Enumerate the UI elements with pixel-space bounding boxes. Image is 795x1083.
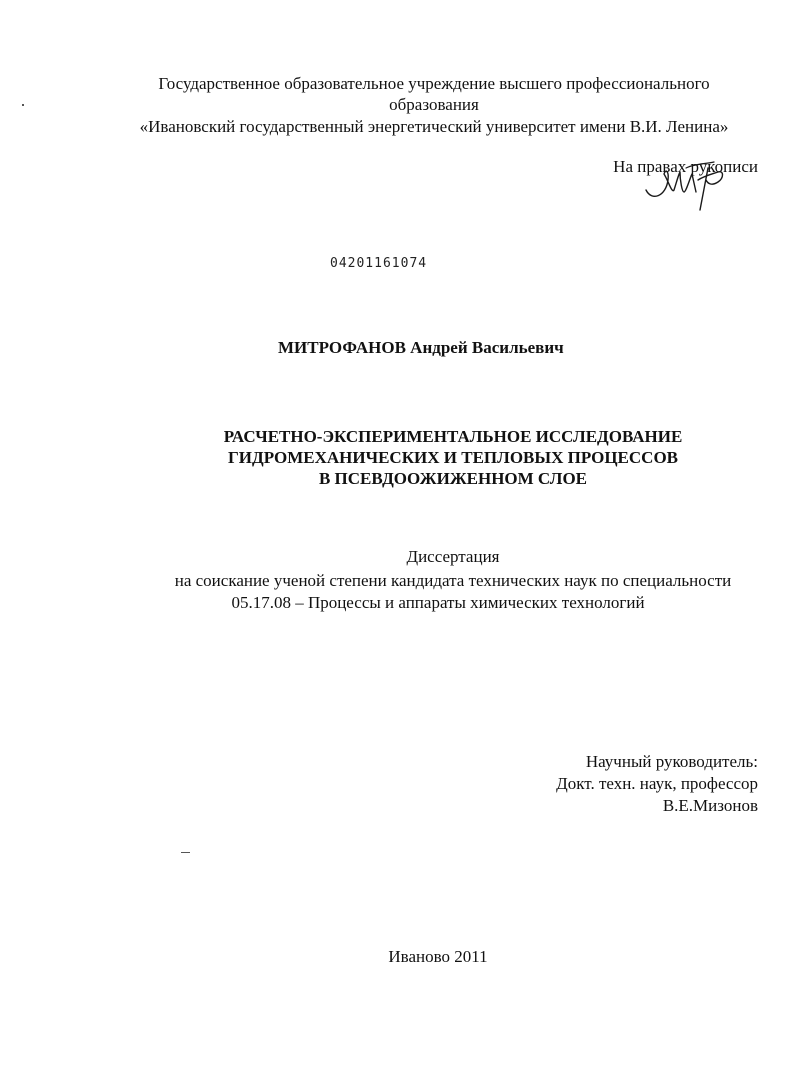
header-line-2: образования xyxy=(389,95,479,114)
degree-line-1: на соискание ученой степени кандидата технических наук по специальности xyxy=(174,571,732,590)
author-signature xyxy=(638,150,730,212)
degree-line-2: 05.17.08 – Процессы и аппараты химических технологий xyxy=(231,593,645,612)
header-line-3: «Ивановский государственный энергетический университет имени В.И. Ленина» xyxy=(139,117,729,136)
dissertation-label: Диссертация xyxy=(406,547,500,566)
title-line-3: В ПСЕВДООЖИЖЕННОМ СЛОЕ xyxy=(318,469,588,488)
title-line-1: РАСЧЕТНО-ЭКСПЕРИМЕНТАЛЬНОЕ ИССЛЕДОВАНИЕ xyxy=(223,427,683,446)
supervisor-name: В.Е.Мизонов xyxy=(662,796,758,815)
author-name xyxy=(278,338,564,358)
header-line-1: Государственное образовательное учреждение высшего профессионального xyxy=(158,74,710,93)
scan-mark xyxy=(181,852,190,853)
city-year: Иваново 2011 xyxy=(388,947,488,966)
supervisor-label: Научный руководитель: xyxy=(585,752,758,771)
manuscript-rights: На правах рукописи xyxy=(613,157,758,176)
author-surname: МИТРОФАНОВ xyxy=(278,338,406,357)
supervisor-credentials: Докт. техн. наук, профессор xyxy=(556,774,758,793)
title-line-2: ГИДРОМЕХАНИЧЕСКИХ И ТЕПЛОВЫХ ПРОЦЕССОВ xyxy=(227,448,679,467)
author-given-names: Андрей Васильевич xyxy=(410,338,564,357)
registration-number: 04201161074 xyxy=(330,256,428,271)
